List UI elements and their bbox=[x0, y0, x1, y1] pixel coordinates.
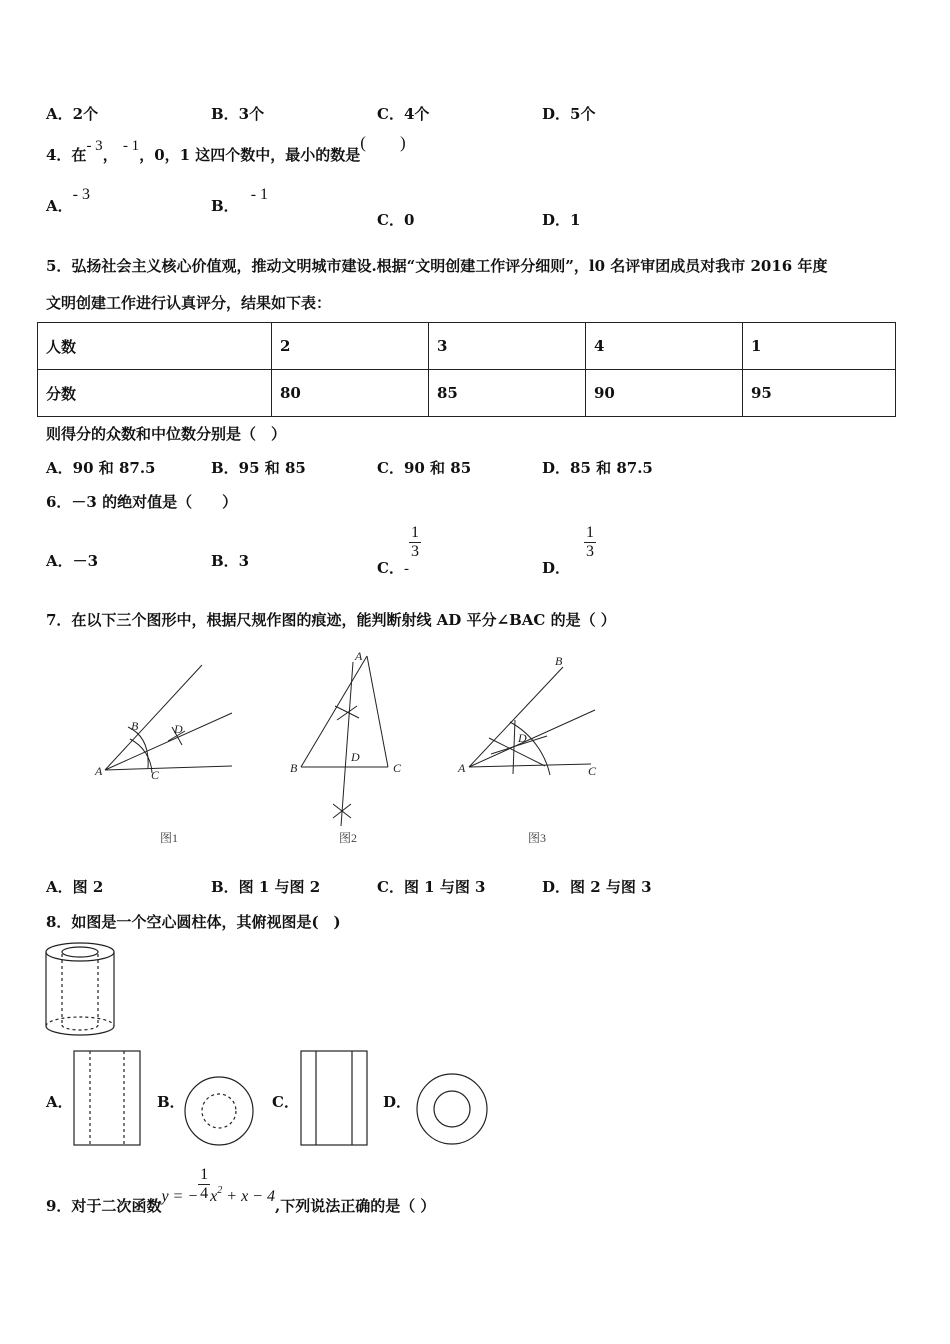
q4-option-a[interactable]: A．- 3 bbox=[46, 186, 90, 215]
hollow-cylinder-figure bbox=[42, 940, 118, 1038]
q8-option-c-figure[interactable] bbox=[300, 1050, 368, 1146]
table-cell: 3 bbox=[429, 323, 586, 370]
table-cell: 人数 bbox=[38, 323, 272, 370]
q5-option-a[interactable]: A．90 和 87.5 bbox=[46, 459, 156, 477]
q8-stem: 8．如图是一个空心圆柱体，其俯视图是( ) bbox=[46, 913, 341, 931]
q8-option-c-label[interactable]: C． bbox=[272, 1093, 299, 1111]
q5-stem-line1: 5．弘扬社会主义核心价值观，推动文明城市建设.根据“文明创建工作评分细则”，l0 名评审团成员对我市 2016 年度 bbox=[46, 257, 828, 275]
q5-option-d[interactable]: D．85 和 87.5 bbox=[542, 459, 653, 477]
fig2-label-b: B bbox=[290, 761, 298, 775]
q5-option-c[interactable]: C．90 和 85 bbox=[377, 459, 472, 477]
q4-stem: 4．在- 3， - 1，0，1 这四个数中，最小的数是( ) bbox=[46, 133, 406, 164]
score-table bbox=[37, 322, 896, 417]
q3-option-c[interactable]: C．4个 bbox=[377, 105, 430, 123]
q7-option-b[interactable]: B．图 1 与图 2 bbox=[211, 878, 321, 896]
q4-option-d[interactable]: D．1 bbox=[542, 211, 581, 229]
figure-3-diagram bbox=[455, 650, 605, 785]
q5-question: 则得分的众数和中位数分别是（ ） bbox=[46, 425, 287, 443]
q3-option-b[interactable]: B．3个 bbox=[211, 105, 265, 123]
q5-stem-line2: 文明创建工作进行认真评分，结果如下表： bbox=[46, 294, 332, 312]
figure-2-diagram bbox=[285, 648, 410, 830]
q7-option-a[interactable]: A．图 2 bbox=[46, 878, 104, 896]
fig1-label-d: D bbox=[174, 722, 183, 736]
q9-stem: 9．对于二次函数y = − $\frac{1}{4}$ $x_2 + x - 4$,下列说法正确的是（ ） bbox=[46, 1166, 436, 1215]
q4-option-b[interactable]: B．- 1 bbox=[211, 186, 269, 215]
table-row bbox=[38, 370, 896, 417]
figure-3-caption: 图3 bbox=[528, 831, 547, 845]
q6-option-b[interactable]: B．3 bbox=[211, 552, 250, 570]
q8-option-b-label[interactable]: B． bbox=[157, 1093, 185, 1111]
table-cell: 4 bbox=[586, 323, 743, 370]
fig1-label-b: B bbox=[131, 719, 139, 733]
table-cell: 80 bbox=[272, 370, 429, 417]
table-cell: 1 bbox=[743, 323, 896, 370]
q8-option-d-figure[interactable] bbox=[415, 1072, 489, 1146]
q4-option-c[interactable]: C．0 bbox=[377, 211, 415, 229]
figure-1-diagram bbox=[90, 655, 250, 795]
fig2-label-a: A bbox=[355, 649, 363, 663]
figure-1-caption: 图1 bbox=[160, 831, 179, 845]
q7-option-c[interactable]: C．图 1 与图 3 bbox=[377, 878, 486, 896]
table-row bbox=[38, 323, 896, 370]
q8-option-a-figure[interactable] bbox=[73, 1050, 141, 1146]
fig1-label-c: C bbox=[151, 768, 160, 782]
q7-stem: 7．在以下三个图形中，根据尺规作图的痕迹，能判断射线 AD 平分∠BAC 的是（ ） bbox=[46, 611, 616, 629]
q6-option-c[interactable]: C．- $\frac{1}{3}$ bbox=[377, 524, 419, 577]
fig3-label-c: C bbox=[588, 764, 597, 778]
q6-option-d[interactable]: D． $\frac{1}{3}$ bbox=[542, 524, 595, 577]
fig2-label-c: C bbox=[393, 761, 402, 775]
q6-option-a[interactable]: A．－3 bbox=[46, 552, 99, 570]
q3-option-a[interactable]: A．2个 bbox=[46, 105, 99, 123]
fig3-label-a: A bbox=[458, 761, 466, 775]
q5-option-b[interactable]: B．95 和 85 bbox=[211, 459, 306, 477]
q3-option-d[interactable]: D．5个 bbox=[542, 105, 596, 123]
q6-stem: 6．－3 的绝对值是（ ） bbox=[46, 493, 238, 511]
q8-option-b-figure[interactable] bbox=[183, 1075, 255, 1147]
q7-option-d[interactable]: D．图 2 与图 3 bbox=[542, 878, 652, 896]
figure-2-caption: 图2 bbox=[339, 831, 358, 845]
table-cell: 2 bbox=[272, 323, 429, 370]
table-cell: 85 bbox=[429, 370, 586, 417]
fig1-label-a: A bbox=[95, 764, 103, 778]
fig3-label-b: B bbox=[555, 654, 563, 668]
fig3-label-d: D bbox=[518, 731, 527, 745]
fig2-label-d: D bbox=[351, 750, 360, 764]
table-cell: 分数 bbox=[38, 370, 272, 417]
table-cell: 95 bbox=[743, 370, 896, 417]
q8-option-a-label[interactable]: A． bbox=[46, 1093, 73, 1111]
q8-option-d-label[interactable]: D． bbox=[383, 1093, 412, 1111]
table-cell: 90 bbox=[586, 370, 743, 417]
